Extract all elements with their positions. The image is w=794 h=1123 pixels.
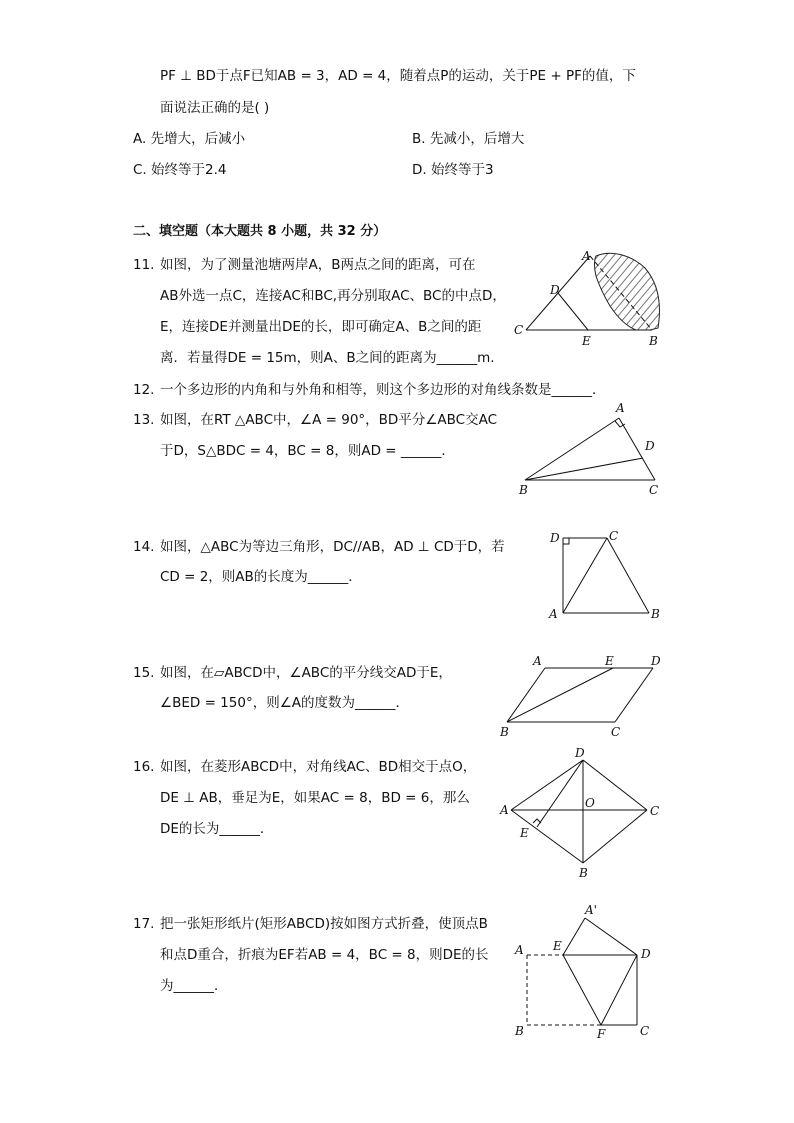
q17-label-a-prime: A' [585,903,597,917]
q16-number: 16. [133,759,155,775]
q10-option-d[interactable]: D. 始终等于3 [412,162,494,178]
q14-label-a: A [549,607,558,621]
q14-label-b: B [651,607,660,621]
q15-figure [495,650,675,742]
q10-line2: 面说法正确的是( ) [160,100,270,116]
q15-line1: 如图，在▱ABCD中，∠ABC的平分线交AD于E， [160,665,452,681]
q11-label-c: C [514,323,524,337]
q16-label-o: O [585,796,595,810]
q15-line2: ∠BED = 150°，则∠A的度数为______． [160,695,410,711]
q16-line1: 如图，在菱形ABCD中，对角线AC、BD相交于点O， [160,759,477,775]
q15-label-b: B [500,725,509,739]
q14-line2: CD = 2，则AB的长度为______． [160,569,362,585]
q16-label-b: B [579,866,588,880]
q17-label-f: F [597,1027,606,1041]
q15-label-a: A [533,654,542,668]
pond-shape [595,253,660,330]
q14-label-d: D [550,531,560,545]
q17-line3: 为______． [160,978,228,994]
q11-line2: AB外选一点C，连接AC和BC,再分别取AC、BC的中点D， [160,288,506,304]
q12-text: 一个多边形的内角和与外角和相等，则这个多边形的对角线条数是______． [160,382,606,398]
q14-line1: 如图，△ABC为等边三角形，DC//AB，AD ⊥ CD于D，若 [160,539,505,555]
q11-label-a: A [582,249,591,263]
q15-number: 15. [133,665,155,681]
q11-line4: 离．若量得DE = 15m，则A、B之间的距离为______m. [160,350,495,366]
q16-line3: DE的长为______． [160,821,274,837]
q16-line2: DE ⊥ AB，垂足为E，如果AC = 8，BD = 6，那么 [160,790,470,806]
q13-line1: 如图，在RT △ABC中，∠A = 90°，BD平分∠ABC交AC [160,412,498,428]
q14-figure [545,528,675,623]
q16-label-c: C [650,804,660,818]
q17-label-b: B [515,1024,524,1038]
q10-option-a[interactable]: A. 先增大，后减小 [133,131,246,147]
q14-number: 14. [133,539,155,555]
q13-line2: 于D，S△BDC = 4，BC = 8，则AD = ______． [160,443,455,459]
q15-label-d: D [651,654,661,668]
q13-figure [515,400,675,495]
q10-option-c[interactable]: C. 始终等于2.4 [133,162,227,178]
q15-label-e: E [605,654,614,668]
q17-line2: 和点D重合，折痕为EF若AB = 4，BC = 8，则DE的长 [160,947,489,963]
q16-label-e: E [520,826,529,840]
q10-line1: PF ⊥ BD于点F已知AB = 3，AD = 4，随着点P的运动，关于PE + PF的值，下 [160,68,636,84]
q11-line1: 如图，为了测量池塘两岸A，B两点之间的距离，可在 [160,257,476,273]
q13-label-a: A [616,401,625,415]
q11-figure [510,248,670,348]
q17-figure [505,900,675,1045]
q11-label-d: D [550,283,560,297]
q10-option-b[interactable]: B. 先减小，后增大 [412,131,525,147]
q13-label-c: C [649,483,659,497]
q15-label-c: C [611,725,621,739]
q13-label-b: B [519,483,528,497]
q14-label-c: C [609,529,619,543]
q11-label-e: E [582,334,591,348]
q17-label-d: D [641,947,651,961]
q17-label-a: A [515,943,524,957]
q11-label-b: B [649,334,658,348]
q12-number: 12. [133,382,155,398]
section-title: 二、填空题（本大题共 8 小题，共 32 分） [133,224,387,239]
q17-number: 17. [133,916,155,932]
q13-label-d: D [645,439,655,453]
q16-figure [495,745,675,880]
q11-line3: E，连接DE并测量出DE的长，即可确定A、B之间的距 [160,319,482,335]
q17-line1: 把一张矩形纸片(矩形ABCD)按如图方式折叠，使顶点B [160,916,488,932]
q11-number: 11. [133,257,155,273]
q16-label-d: D [575,746,585,760]
q17-label-c: C [640,1024,650,1038]
q17-label-e: E [553,939,562,953]
q16-label-a: A [500,803,509,817]
q13-number: 13. [133,412,155,428]
